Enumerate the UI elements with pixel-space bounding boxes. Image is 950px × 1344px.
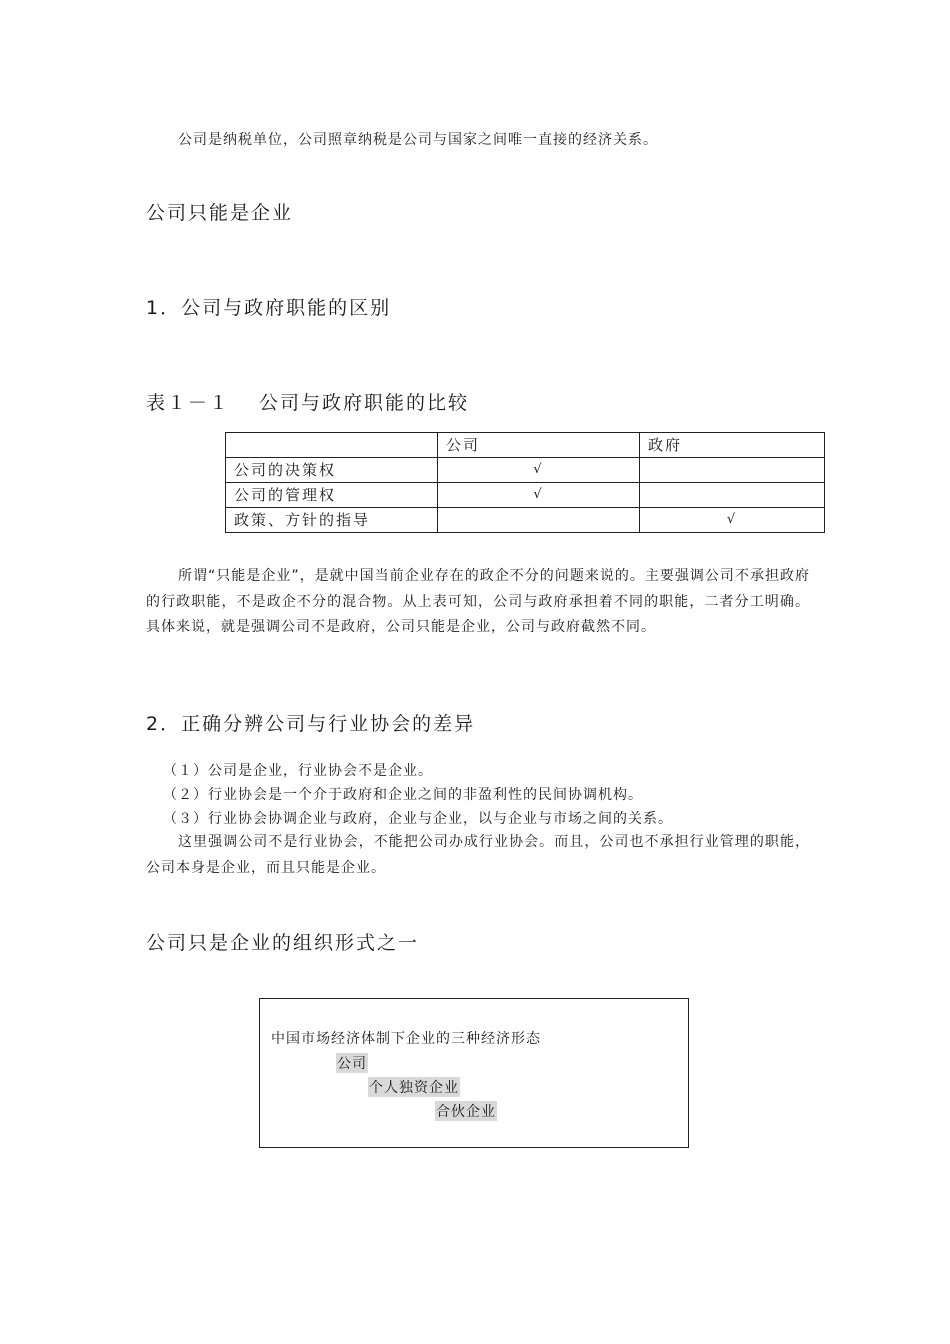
table-row-label: 政策、方针的指导	[226, 508, 438, 533]
org-form-partnership: 合伙企业	[435, 1101, 497, 1121]
table-row	[226, 508, 825, 533]
check-mark: √	[640, 508, 825, 533]
summary-paragraph: 这里强调公司不是行业协会，不能把公司办成行业协会。而且，公司也不承担行业管理的职能，公司本身是企业，而且只能是企业。	[146, 834, 810, 876]
explanation-paragraph: 所谓“只能是企业”，是就中国当前企业存在的政企不分的问题来说的。主要强调公司不承担政府的行政职能，不是政企不分的混合物。从上表可知，公司与政府承担着不同的职能，二者分工明确。具体来说，就是强调公司不是政府，公司只能是企业，公司与政府截然不同。	[146, 568, 810, 635]
subsection-heading-2: 2．正确分辨公司与行业协会的差异	[146, 713, 476, 735]
table-row-label: 公司的决策权	[226, 458, 438, 483]
table-header-row	[226, 433, 825, 458]
subsection-heading-1: 1．公司与政府职能的区别	[146, 297, 392, 319]
check-mark	[438, 508, 640, 533]
comparison-table	[225, 432, 825, 533]
check-mark	[640, 458, 825, 483]
check-mark: √	[438, 458, 640, 483]
intro-paragraph: 公司是纳税单位，公司照章纳税是公司与国家之间唯一直接的经济关系。	[178, 132, 658, 148]
check-mark: √	[438, 483, 640, 508]
section-heading-only-enterprise: 公司只能是企业	[146, 202, 294, 224]
list-item: （３）行业协会协调企业与政府，企业与企业，以与企业与市场之间的关系。	[163, 811, 673, 827]
org-form-company: 公司	[336, 1053, 368, 1073]
table-caption: 表１－１ 公司与政府职能的比较	[146, 392, 470, 414]
org-form-sole-proprietorship: 个人独资企业	[368, 1077, 460, 1097]
section-heading-org-form: 公司只是企业的组织形式之一	[146, 932, 420, 954]
org-box-title: 中国市场经济体制下企业的三种经济形态	[271, 1031, 541, 1047]
list-item: （２）行业协会是一个介于政府和企业之间的非盈利性的民间协调机构。	[163, 787, 643, 803]
table-row	[226, 483, 825, 508]
check-mark	[640, 483, 825, 508]
org-forms-box	[259, 998, 689, 1148]
table-header-cell: 公司	[438, 433, 640, 458]
list-item: （１）公司是企业，行业协会不是企业。	[163, 763, 433, 779]
table-header-cell: 政府	[640, 433, 825, 458]
table-header-cell	[226, 433, 438, 458]
table-row	[226, 458, 825, 483]
table-row-label: 公司的管理权	[226, 483, 438, 508]
